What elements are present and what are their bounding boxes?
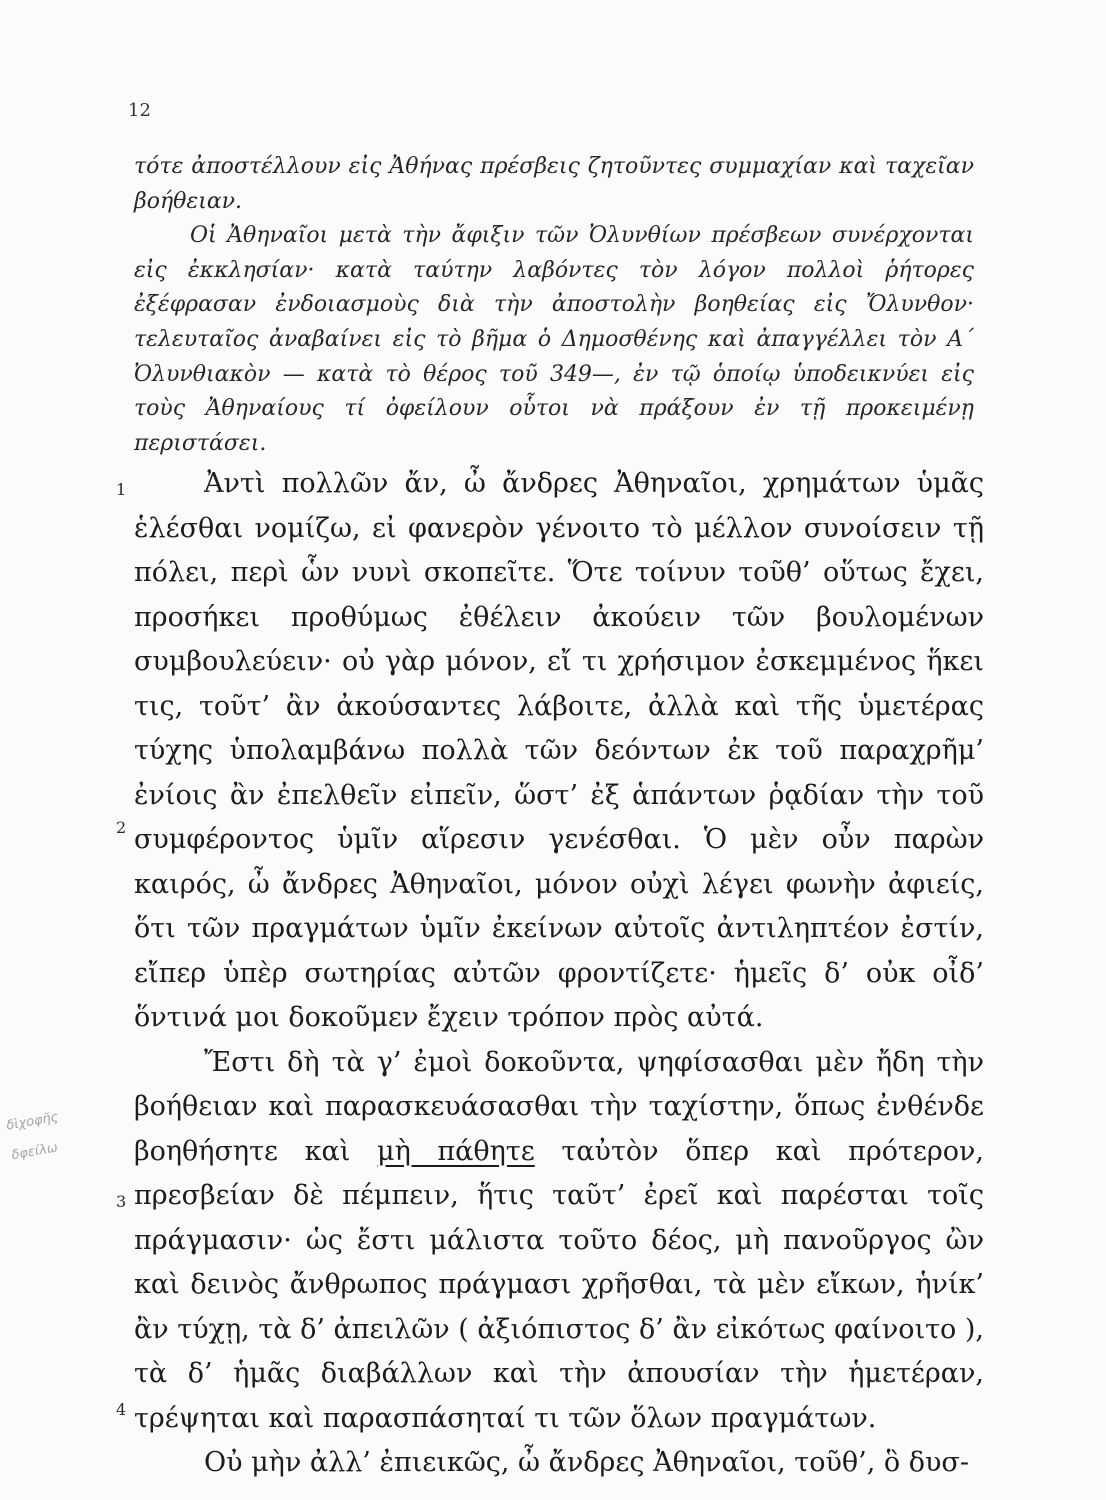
margin-note-line-1: δὶχοφῆς <box>5 1109 60 1134</box>
margin-note-line-2: δφείλω <box>10 1140 59 1164</box>
greek-text <box>134 462 984 1486</box>
section-number-2: 2 <box>116 818 127 837</box>
intro-summary <box>134 150 974 461</box>
handwritten-margin-note <box>4 1092 131 1172</box>
section-number-4: 4 <box>116 1400 127 1419</box>
paragraph-2-end: ταὐτὸν ὅπερ καὶ πρότερον, πρεσβείαν δὲ πέμπειν, ἥτις ταῦτ’ ἐρεῖ καὶ παρέσται τοῖς πράγμασιν· ὡς ἔστι μάλιστα τοῦτο δέος, μὴ πανοῦργος ὢν καὶ δεινὸς ἄνθρωπος πράγμασι χρῆσθαι, τὰ μὲν εἴκων, ἡνίκ’ ἂν τύχῃ, τὰ δ’ ἀπειλῶν ( ἀξιόπιστος δ’ ἂν εἰκότως φαίνοιτο ), τὰ δ’ ἡμᾶς διαβάλλων καὶ τὴν ἀπουσίαν τὴν ἡμετέραν, τρέψηται καὶ παρασπάσηταί τι τῶν ὅλων πραγμάτων. <box>134 1135 985 1434</box>
section-number-3: 3 <box>116 1192 127 1211</box>
page-number: 12 <box>128 100 151 121</box>
intro-line-1: τότε ἀποστέλλουν εἰς Ἀθήνας πρέσβεις ζητοῦντες συμμαχίαν καὶ ταχεῖαν βοήθειαν. <box>134 154 974 214</box>
paragraph-2-start: Ἔστι δὴ τὰ γ’ ἐμοὶ δοκοῦντα, ψηφίσασθαι μὲν ἤδη τὴν βοήθειαν καὶ παρασκευάσασθαι τὴν ταχίστην, ὅπως ἐνθένδε βοηθήσητε καὶ <box>134 1046 984 1167</box>
underlined-phrase: μὴ πάθητε <box>377 1135 535 1167</box>
paragraph-2 <box>134 1041 984 1442</box>
paragraph-1: Ἀντὶ πολλῶν ἄν, ὦ ἄνδρες Ἀθηναῖοι, χρημάτων ὑμᾶς ἑλέσθαι νομίζω, εἰ φανερὸν γένοιτο τὸ μέλλον συνοίσειν τῇ πόλει, περὶ ὧν νυνὶ σκοπεῖτε. Ὅτε τοίνυν τοῦθ’ οὕτως ἔχει, προσήκει προθύμως ἐθέλειν ἀκούειν τῶν βουλομένων συμβουλεύειν· οὐ γὰρ μόνον, εἴ τι χρήσιμον ἐσκεμμένος ἥκει τις, τοῦτ’ ἂν ἀκούσαντες λάβοιτε, ἀλλὰ καὶ τῆς ὑμετέρας τύχης ὑπολαμβάνω πολλὰ τῶν δεόντων ἐκ τοῦ παραχρῆμ’ ἐνίοις ἂν ἐπελθεῖν εἰπεῖν, ὥστ’ ἐξ ἁπάντων ῥᾳδίαν τὴν τοῦ συμφέροντος ὑμῖν αἵρεσιν γενέσθαι. Ὁ μὲν οὖν παρὼν καιρός, ὦ ἄνδρες Ἀθηναῖοι, μόνον οὐχὶ λέγει φωνὴν ἀφιείς, ὅτι τῶν πραγμάτων ὑμῖν ἐκείνων αὐτοῖς ἀντιληπτέον ἐστίν, εἴπερ ὑπὲρ σωτηρίας αὐτῶν φροντίζετε· ἡμεῖς δ’ οὐκ οἶδ’ ὅντινά μοι δοκοῦμεν ἔχειν τρόπον πρὸς αὐτά. <box>134 468 984 1033</box>
intro-paragraph: Οἱ Ἀθηναῖοι μετὰ τὴν ἄφιξιν τῶν Ὀλυνθίων πρέσβεων συνέρχονται εἰς ἐκκλησίαν· κατὰ ταύτην λαβόντες τὸν λόγον πολλοὶ ῥήτορες ἐξέφρασαν ἐνδοιασμοὺς διὰ τὴν ἀποστολὴν βοηθείας εἰς Ὄλυνθον· τελευταῖος ἀναβαίνει εἰς τὸ βῆμα ὁ Δημοσθένης καὶ ἀπαγγέλλει τὸν Α΄ Ὀλυνθιακὸν — κατὰ τὸ θέρος τοῦ 349—, ἐν τῷ ὁποίῳ ὑποδεικνύει εἰς τοὺς Ἀθηναίους τί ὀφείλουν οὗτοι νὰ πράξουν ἐν τῇ προκειμένῃ περιστάσει. <box>134 223 974 456</box>
paragraph-3: Οὐ μὴν ἀλλ’ ἐπιεικῶς, ὦ ἄνδρες Ἀθηναῖοι, τοῦθ’, ὃ δυσ- <box>204 1447 969 1478</box>
section-number-1: 1 <box>116 480 127 499</box>
